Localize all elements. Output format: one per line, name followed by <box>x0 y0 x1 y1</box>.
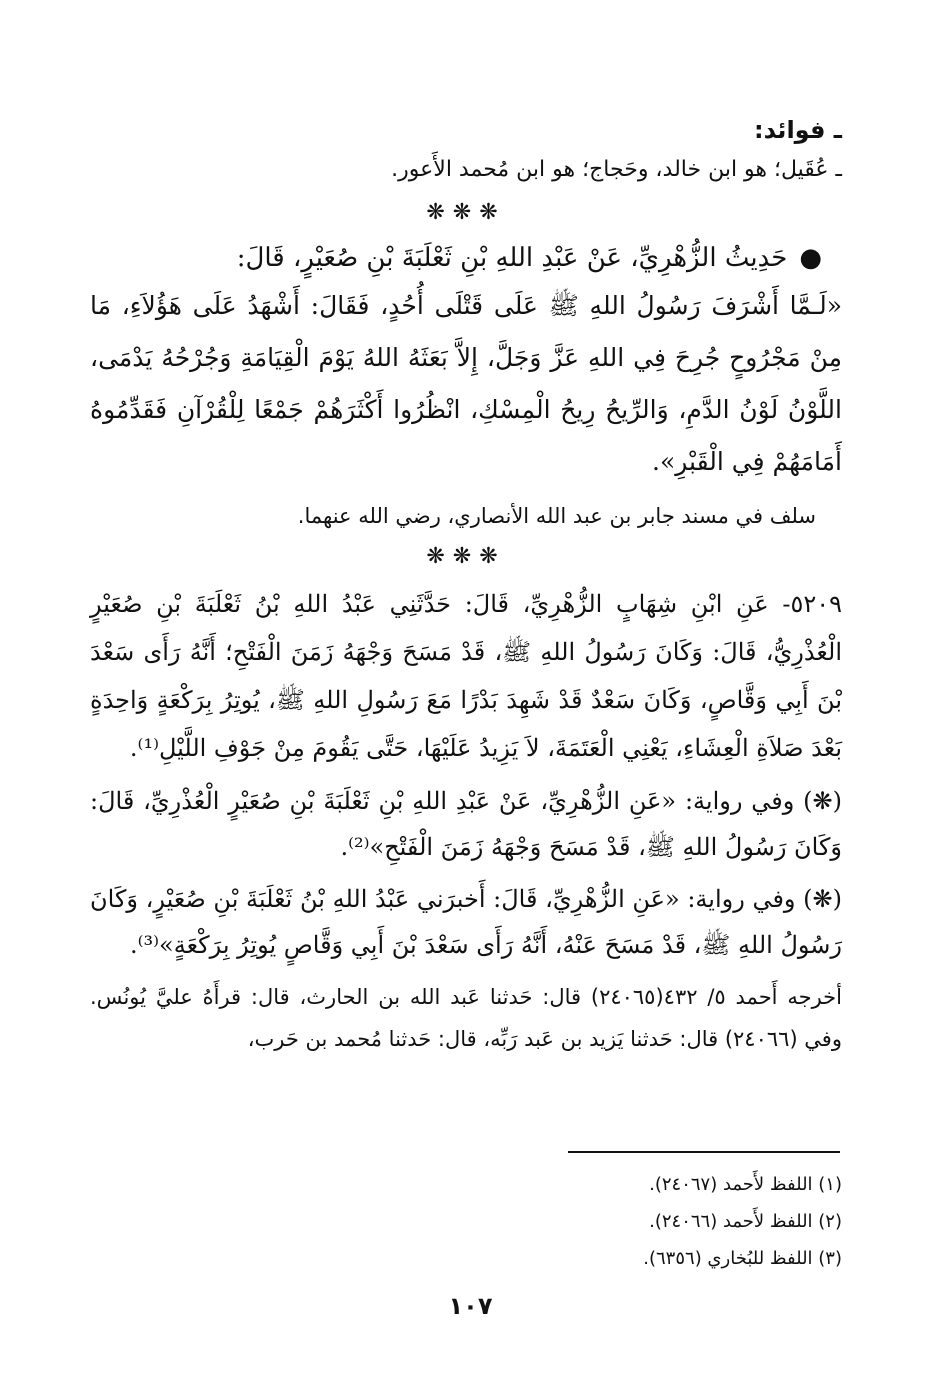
hadith-title-text: حَدِيثُ الزُّهْرِيِّ، عَنْ عَبْدِ اللهِ بْنِ ثَعْلَبَةَ بْنِ صُعَيْرٍ، قَالَ: <box>236 243 788 273</box>
bullet-icon: ● <box>799 243 822 273</box>
hadith-matn: «لَـمَّا أَشْرَفَ رَسُولُ اللهِ ﷺ عَلَى قَتْلَى أُحُدٍ، فَقَالَ: أَشْهَدُ عَلَى هَؤُلاَءِ، مَا مِنْ مَجْرُوحٍ جُرِحَ فِي اللهِ عَزَّ وَجَلَّ، إِلاَّ بَعَثَهُ اللهُ يَوْمَ الْقِيَامَةِ وَجُرْحُهُ يَدْمَى، اللَّوْنُ لَوْنُ الدَّمِ، وَالرِّيحُ رِيحُ الْمِسْكِ، انْظُرُوا أَكْثَرَهُمْ جَمْعًا لِلْقُرْآنِ فَقَدِّمُوهُ أَمَامَهُمْ فِي الْقَبْرِ». <box>90 291 842 476</box>
riwaya-1: (❋) وفي رواية: «عَنِ الزُّهْرِيِّ، عَنْ عَبْدِ اللهِ بْنِ ثَعْلَبَةَ بْنِ صُعَيْرٍ الْعُذْرِيِّ، قَالَ: وَكَانَ رَسُولُ اللهِ ﷺ، قَدْ مَسَحَ وَجْهَهُ زَمَنَ الْفَتْحِ»⁽²⁾. <box>90 787 842 861</box>
section-separator: ❋❋❋ <box>426 200 506 225</box>
page-content <box>90 110 842 1060</box>
page-number: ١٠٧ <box>448 1292 493 1320</box>
footnote-2: (٢) اللفظ لأَحمد (٢٤٠٦٦). <box>649 1211 842 1232</box>
hadith-5209: ٥٢٠٩- عَنِ ابْنِ شِهَابٍ الزُّهْرِيِّ، قَالَ: حَدَّثَنِي عَبْدُ اللهِ بْنُ ثَعْلَبَةَ بْنِ صُعَيْرٍ الْعُذْرِيُّ، قَالَ: وَكَانَ رَسُولُ اللهِ ﷺ، قَدْ مَسَحَ وَجْهَهُ زَمَنَ الْفَتْحِ؛ أَنَّهُ رَأَى سَعْدَ بْنَ أَبِي وَقَّاصٍ، وَكَانَ سَعْدٌ قَدْ شَهِدَ بَدْرًا مَعَ رَسُولِ اللهِ ﷺ، يُوتِرُ بِرَكْعَةٍ وَاحِدَةٍ بَعْدَ صَلاَةِ الْعِشَاءِ، يَعْنِي الْعَتَمَةَ، لاَ يَزِيدُ عَلَيْهَا، حَتَّى يَقُومَ مِنْ جَوْفِ اللَّيْلِ⁽¹⁾. <box>90 590 842 762</box>
takhrij-text: أخرجه أَحمد ٥/ ٤٣٢(٢٤٠٦٥) قال: حَدثنا عَبد الله بن الحارث، قال: قرأَهُ عليَّ يُونُس. وفي (٢٤٠٦٦) قال: حَدثنا يَزيد بن عَبد رَبِّه، قال: حَدثنا مُحمد بن حَرب، <box>90 985 842 1051</box>
footnote-3: (٣) اللفظ للبُخاري (٦٣٥٦). <box>643 1248 842 1269</box>
footnote-1: (١) اللفظ لأَحمد (٢٤٠٦٧). <box>649 1174 842 1195</box>
narrator-note: ـ عُقَيل؛ هو ابن خالد، وحَجاج؛ هو ابن مُحمد الأَعور. <box>391 157 842 182</box>
section-separator-2: ❋❋❋ <box>426 544 506 569</box>
footnotes <box>90 1166 842 1277</box>
section-heading: ـ فوائد: <box>753 116 842 144</box>
salaf-reference: سلف في مسند جابر بن عبد الله الأنصاري، رضي الله عنهما. <box>297 504 816 528</box>
hadith-title <box>90 236 842 280</box>
footnote-divider <box>568 1151 840 1153</box>
riwaya-2: (❋) وفي رواية: «عَنِ الزُّهْرِيِّ، قَالَ: أَخبرَني عَبْدُ اللهِ بْنُ ثَعْلَبَةَ بْنِ صُعَيْرٍ، وَكَانَ رَسُولُ اللهِ ﷺ، قَدْ مَسَحَ عَنْهُ، أَنَّهُ رَأَى سَعْدَ بْنَ أَبِي وَقَّاصٍ يُوتِرُ بِرَكْعَةٍ»⁽³⁾. <box>90 885 842 959</box>
